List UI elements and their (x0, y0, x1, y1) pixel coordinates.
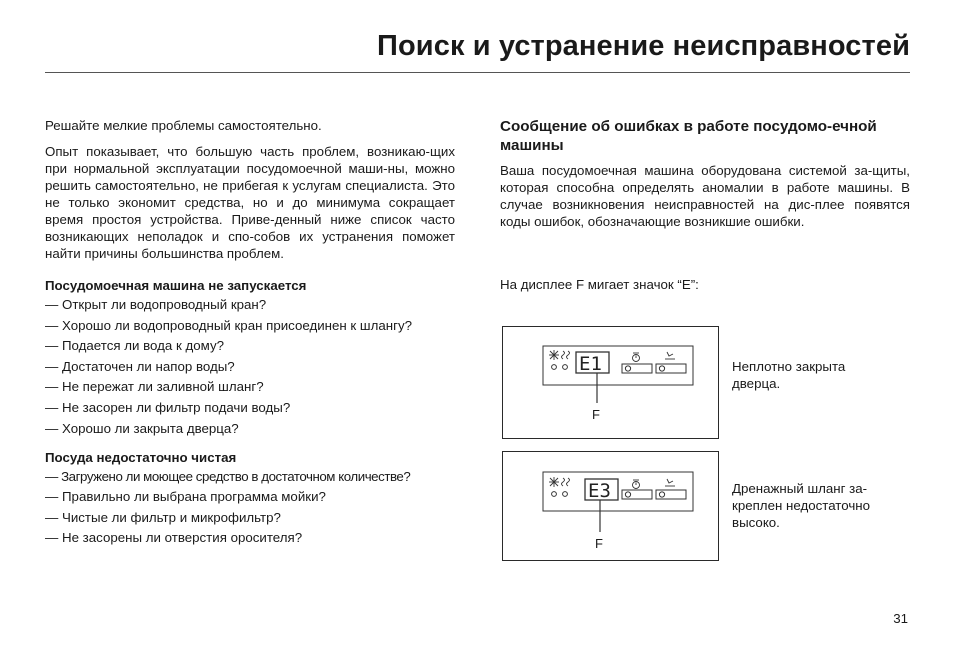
panel-frame (543, 346, 693, 385)
error-code-text: E3 (588, 480, 611, 502)
sun-icon (549, 350, 559, 360)
caption-line: высоко. (732, 515, 780, 530)
steam-icon (562, 478, 570, 486)
start-icon (665, 352, 675, 359)
start-icon (665, 479, 675, 486)
button-indicator-light (625, 366, 630, 371)
list-item: — Правильно ли выбрана программа мойки? (45, 489, 326, 505)
display-pointer-label: F (592, 407, 600, 422)
error-section-paragraph: Ваша посудомоечная машина оборудована системой за-щиты, которая способна определять аномалии в работе машины. В случае возникновения неисправностей на дис-плее появятся коды ошибок, обозначающие возникшие ошибки. (500, 163, 910, 229)
intro-text: Решайте мелкие проблемы самостоятельно. (45, 118, 322, 133)
display-pointer-label: F (595, 536, 603, 551)
indicator-light (552, 365, 557, 370)
button-indicator-light (659, 492, 664, 497)
display-note: На дисплее F мигает значок “E”: (500, 277, 699, 292)
caption-line: креплен недостаточно (732, 498, 871, 513)
error-code-text: E1 (579, 353, 602, 375)
title-divider (45, 72, 910, 73)
not-starting-checklist (45, 296, 455, 437)
delay-button (622, 364, 652, 373)
caption-line: дверца. (732, 376, 781, 391)
section-heading-not-starting: Посудомоечная машина не запускается (45, 278, 307, 293)
control-panel-illustration (503, 452, 720, 562)
list-item: — Открыт ли водопроводный кран? (45, 297, 267, 312)
button-indicator-light (659, 366, 664, 371)
timer-icon (633, 480, 640, 489)
indicator-light (563, 365, 568, 370)
page-number: 31 (893, 611, 908, 626)
section-heading-not-clean: Посуда недостаточно чистая (45, 449, 237, 465)
error-caption-e3 (732, 480, 870, 531)
list-item: — Не засорен ли фильтр подачи воды? (45, 399, 291, 415)
timer-icon (633, 353, 640, 362)
caption-line: Неплотно закрыта (732, 359, 846, 374)
sun-icon (549, 477, 559, 487)
list-item: — Достаточен ли напор воды? (45, 358, 235, 374)
intro-paragraph: Опыт показывает, что большую часть проблем, возникаю-щих при нормальной эксплуатации посудомоечной маши-ны, можно решить самостоятельно, не прибегая к услугам специалиста. Это не только экономит средства, но и до минимума сокращает время простоя устройства. Приве-денный ниже список часто возникающих неполадок и спо-собов их устранения поможет найти причины большинства проблем. (45, 144, 455, 261)
control-panel-illustration (503, 327, 720, 440)
error-panel-e1 (502, 326, 719, 439)
page-title: Поиск и устранение неисправностей (377, 30, 910, 62)
list-item: — Чистые ли фильтр и микрофильтр? (45, 509, 281, 525)
start-button (656, 490, 686, 499)
start-button (656, 364, 686, 373)
list-item: — Загружено ли моющее средство в достаточном количестве? (45, 468, 411, 484)
caption-line: Дренажный шланг за- (732, 481, 868, 496)
indicator-light (552, 492, 557, 497)
list-item: — Не засорены ли отверстия оросителя? (45, 530, 303, 546)
delay-button (622, 490, 652, 499)
indicator-light (563, 492, 568, 497)
right-column (500, 117, 910, 230)
list-item: — Хорошо ли закрыта дверца? (45, 420, 239, 436)
error-caption-e1 (732, 358, 845, 392)
error-section-heading: Сообщение об ошибках в работе посудомо-ечной машины (500, 118, 877, 154)
steam-icon (562, 351, 570, 359)
button-indicator-light (625, 492, 630, 497)
list-item: — Подается ли вода к дому? (45, 338, 224, 354)
list-item: — Хорошо ли водопроводный кран присоединен к шлангу? (45, 317, 412, 333)
not-clean-checklist (45, 468, 455, 547)
list-item: — Не пережат ли заливной шланг? (45, 379, 264, 395)
error-panel-e3 (502, 451, 719, 561)
left-column (45, 117, 455, 550)
